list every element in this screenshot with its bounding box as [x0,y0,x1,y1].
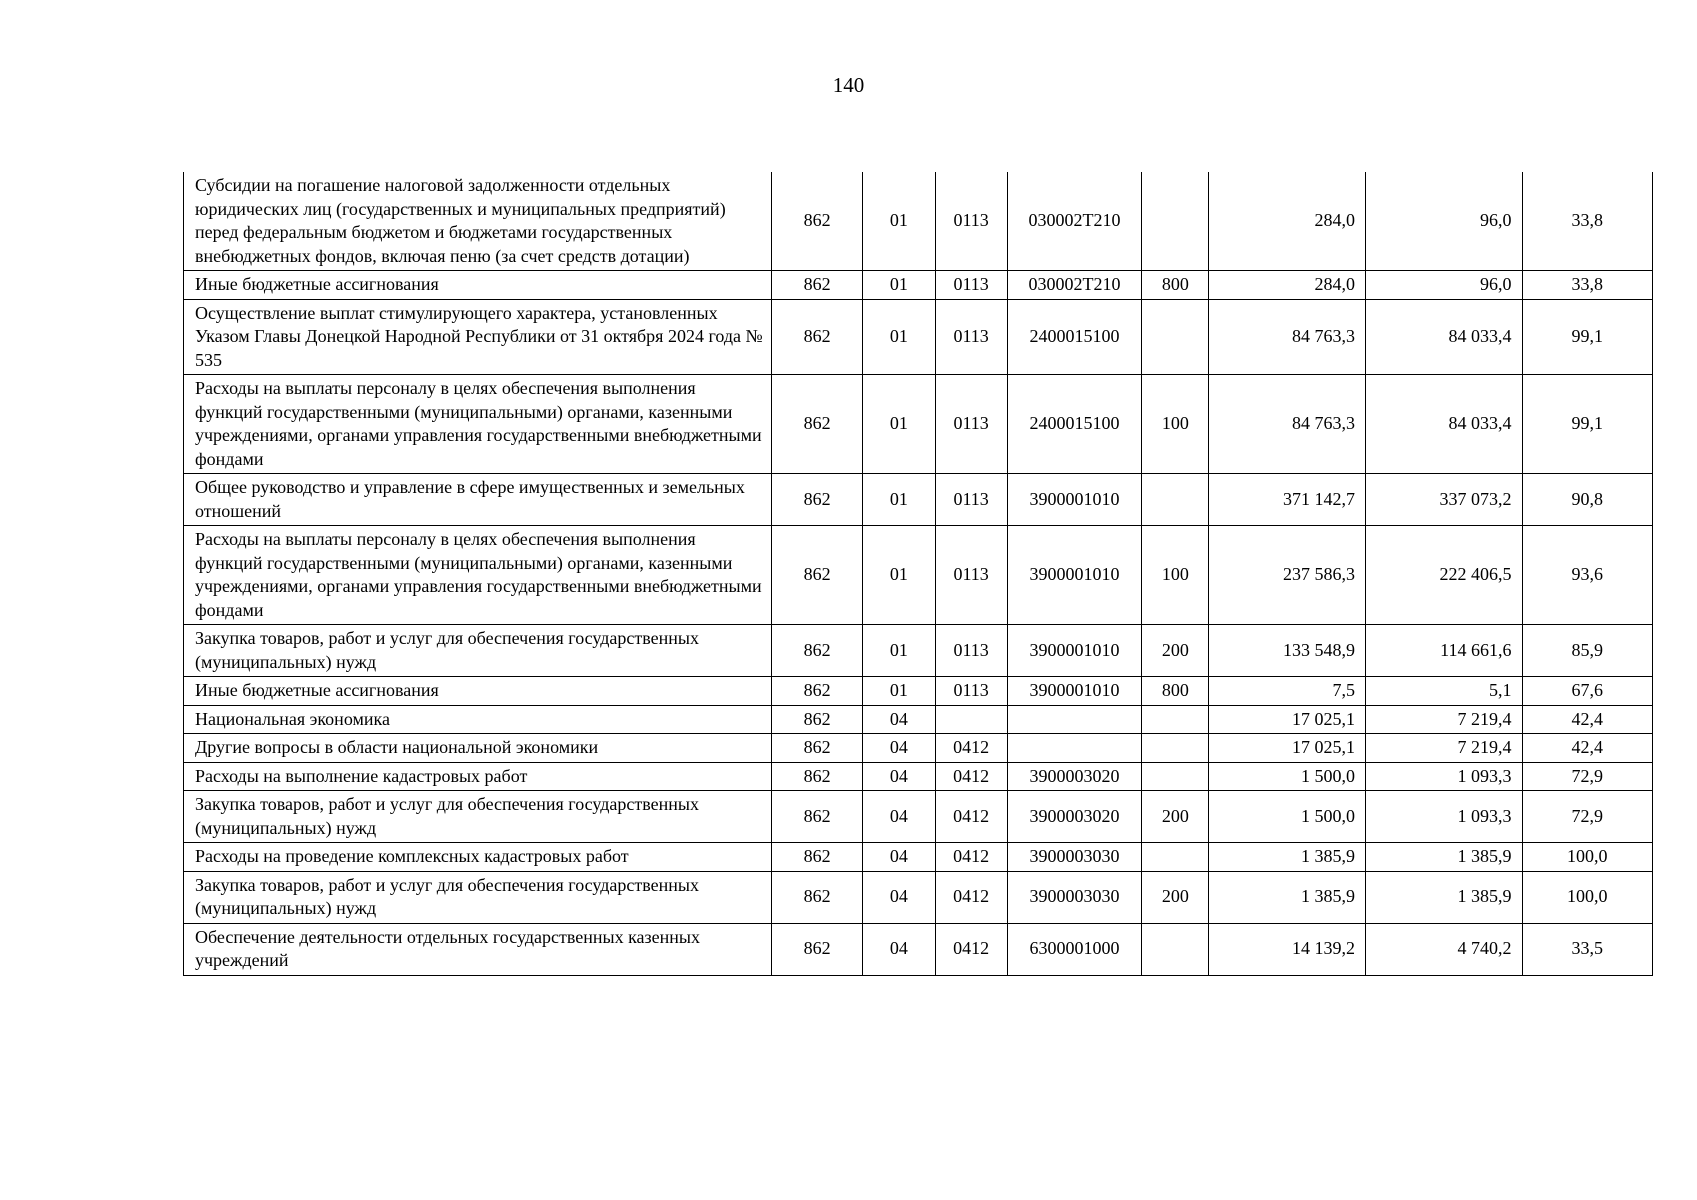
cell-executed: 1 385,9 [1365,843,1522,872]
cell-executed: 1 093,3 [1365,762,1522,791]
cell-name: Осуществление выплат стимулирующего характера, установленных Указом Главы Донецкой Народной Республики от 31 октября 2024 года № 535 [184,299,772,375]
cell-section: 01 [863,375,935,474]
cell-subsection: 0113 [935,526,1007,625]
cell-expense-type: 200 [1142,625,1209,677]
cell-subsection: 0412 [935,871,1007,923]
cell-ved: 862 [772,734,863,763]
cell-target-article: 3900003020 [1007,791,1141,843]
cell-target-article: 3900003030 [1007,843,1141,872]
cell-planned: 14 139,2 [1209,923,1366,975]
cell-subsection: 0113 [935,299,1007,375]
cell-expense-type [1142,474,1209,526]
cell-percent: 100,0 [1522,843,1653,872]
budget-table [183,172,1653,976]
cell-name: Расходы на выплаты персоналу в целях обеспечения выполнения функций государственными (муниципальными) органами, казенными учреждениями, органами управления государственными внебюджетными фондами [184,375,772,474]
table-row [184,474,1653,526]
cell-expense-type [1142,923,1209,975]
cell-percent: 33,5 [1522,923,1653,975]
cell-target-article: 3900001010 [1007,526,1141,625]
table-row [184,762,1653,791]
cell-target-article: 3900001010 [1007,474,1141,526]
cell-expense-type [1142,299,1209,375]
cell-section: 01 [863,299,935,375]
cell-expense-type: 100 [1142,375,1209,474]
page-number: 140 [832,73,865,97]
cell-ved: 862 [772,375,863,474]
cell-ved: 862 [772,526,863,625]
cell-subsection: 0113 [935,677,1007,706]
cell-planned: 284,0 [1209,172,1366,271]
cell-percent: 42,4 [1522,734,1653,763]
cell-executed: 337 073,2 [1365,474,1522,526]
cell-executed: 1 093,3 [1365,791,1522,843]
cell-percent: 90,8 [1522,474,1653,526]
cell-subsection [935,705,1007,734]
table-row [184,625,1653,677]
cell-name: Расходы на проведение комплексных кадастровых работ [184,843,772,872]
cell-target-article: 2400015100 [1007,299,1141,375]
table-row [184,923,1653,975]
cell-name: Иные бюджетные ассигнования [184,271,772,300]
cell-subsection: 0113 [935,172,1007,271]
cell-ved: 862 [772,474,863,526]
cell-subsection: 0412 [935,843,1007,872]
cell-target-article: 3900001010 [1007,625,1141,677]
table-row [184,526,1653,625]
cell-section: 04 [863,871,935,923]
cell-ved: 862 [772,871,863,923]
cell-planned: 84 763,3 [1209,299,1366,375]
cell-executed: 84 033,4 [1365,375,1522,474]
cell-expense-type: 100 [1142,526,1209,625]
cell-percent: 99,1 [1522,375,1653,474]
cell-planned: 7,5 [1209,677,1366,706]
cell-name: Закупка товаров, работ и услуг для обеспечения государственных (муниципальных) нужд [184,871,772,923]
cell-section: 01 [863,172,935,271]
table-row [184,677,1653,706]
cell-executed: 84 033,4 [1365,299,1522,375]
cell-section: 04 [863,734,935,763]
cell-target-article [1007,734,1141,763]
table-row [184,299,1653,375]
cell-subsection: 0412 [935,923,1007,975]
table-body [184,172,1653,975]
cell-planned: 371 142,7 [1209,474,1366,526]
cell-section: 04 [863,843,935,872]
cell-planned: 284,0 [1209,271,1366,300]
cell-subsection: 0113 [935,625,1007,677]
cell-section: 04 [863,923,935,975]
cell-expense-type: 800 [1142,271,1209,300]
cell-name: Национальная экономика [184,705,772,734]
cell-section: 04 [863,762,935,791]
cell-executed: 7 219,4 [1365,705,1522,734]
cell-planned: 1 500,0 [1209,791,1366,843]
cell-section: 04 [863,705,935,734]
cell-target-article: 6300001000 [1007,923,1141,975]
cell-expense-type [1142,843,1209,872]
cell-percent: 67,6 [1522,677,1653,706]
cell-planned: 133 548,9 [1209,625,1366,677]
cell-executed: 5,1 [1365,677,1522,706]
cell-executed: 222 406,5 [1365,526,1522,625]
cell-percent: 93,6 [1522,526,1653,625]
cell-expense-type: 800 [1142,677,1209,706]
cell-percent: 99,1 [1522,299,1653,375]
cell-name: Иные бюджетные ассигнования [184,677,772,706]
cell-percent: 72,9 [1522,791,1653,843]
cell-target-article [1007,705,1141,734]
table-row [184,271,1653,300]
cell-executed: 114 661,6 [1365,625,1522,677]
cell-percent: 33,8 [1522,172,1653,271]
cell-percent: 85,9 [1522,625,1653,677]
cell-executed: 96,0 [1365,172,1522,271]
cell-planned: 237 586,3 [1209,526,1366,625]
table-row [184,375,1653,474]
cell-subsection: 0113 [935,271,1007,300]
cell-ved: 862 [772,299,863,375]
cell-name: Субсидии на погашение налоговой задолженности отдельных юридических лиц (государственных и муниципальных предприятий) перед федеральным бюджетом и бюджетами государственных внебюджетных фондов, включая пеню (за счет средств дотации) [184,172,772,271]
cell-name: Обеспечение деятельности отдельных государственных казенных учреждений [184,923,772,975]
cell-ved: 862 [772,791,863,843]
cell-target-article: 3900003030 [1007,871,1141,923]
table-row [184,172,1653,271]
cell-subsection: 0113 [935,474,1007,526]
cell-subsection: 0113 [935,375,1007,474]
cell-ved: 862 [772,172,863,271]
cell-target-article: 3900001010 [1007,677,1141,706]
cell-subsection: 0412 [935,791,1007,843]
cell-name: Другие вопросы в области национальной экономики [184,734,772,763]
table-row [184,705,1653,734]
cell-executed: 1 385,9 [1365,871,1522,923]
cell-name: Закупка товаров, работ и услуг для обеспечения государственных (муниципальных) нужд [184,791,772,843]
table-row [184,843,1653,872]
cell-section: 01 [863,271,935,300]
cell-planned: 17 025,1 [1209,705,1366,734]
cell-expense-type [1142,172,1209,271]
cell-subsection: 0412 [935,762,1007,791]
cell-expense-type [1142,762,1209,791]
cell-planned: 84 763,3 [1209,375,1366,474]
cell-target-article: 030002T210 [1007,271,1141,300]
cell-expense-type: 200 [1142,871,1209,923]
cell-planned: 1 500,0 [1209,762,1366,791]
cell-planned: 1 385,9 [1209,843,1366,872]
cell-section: 01 [863,677,935,706]
cell-name: Закупка товаров, работ и услуг для обеспечения государственных (муниципальных) нужд [184,625,772,677]
table-row [184,871,1653,923]
cell-target-article: 3900003020 [1007,762,1141,791]
cell-section: 01 [863,625,935,677]
cell-percent: 33,8 [1522,271,1653,300]
cell-section: 01 [863,474,935,526]
cell-percent: 100,0 [1522,871,1653,923]
cell-ved: 862 [772,762,863,791]
cell-ved: 862 [772,625,863,677]
cell-executed: 4 740,2 [1365,923,1522,975]
cell-expense-type [1142,734,1209,763]
table-row [184,734,1653,763]
cell-section: 04 [863,791,935,843]
cell-target-article: 2400015100 [1007,375,1141,474]
cell-executed: 7 219,4 [1365,734,1522,763]
cell-ved: 862 [772,271,863,300]
cell-section: 01 [863,526,935,625]
cell-executed: 96,0 [1365,271,1522,300]
cell-percent: 72,9 [1522,762,1653,791]
cell-ved: 862 [772,705,863,734]
cell-percent: 42,4 [1522,705,1653,734]
cell-name: Расходы на выполнение кадастровых работ [184,762,772,791]
cell-target-article: 030002T210 [1007,172,1141,271]
cell-planned: 17 025,1 [1209,734,1366,763]
cell-ved: 862 [772,677,863,706]
cell-expense-type [1142,705,1209,734]
cell-planned: 1 385,9 [1209,871,1366,923]
cell-name: Общее руководство и управление в сфере имущественных и земельных отношений [184,474,772,526]
cell-subsection: 0412 [935,734,1007,763]
cell-ved: 862 [772,843,863,872]
cell-ved: 862 [772,923,863,975]
table-row [184,791,1653,843]
cell-name: Расходы на выплаты персоналу в целях обеспечения выполнения функций государственными (муниципальными) органами, казенными учреждениями, органами управления государственными внебюджетными фондами [184,526,772,625]
cell-expense-type: 200 [1142,791,1209,843]
